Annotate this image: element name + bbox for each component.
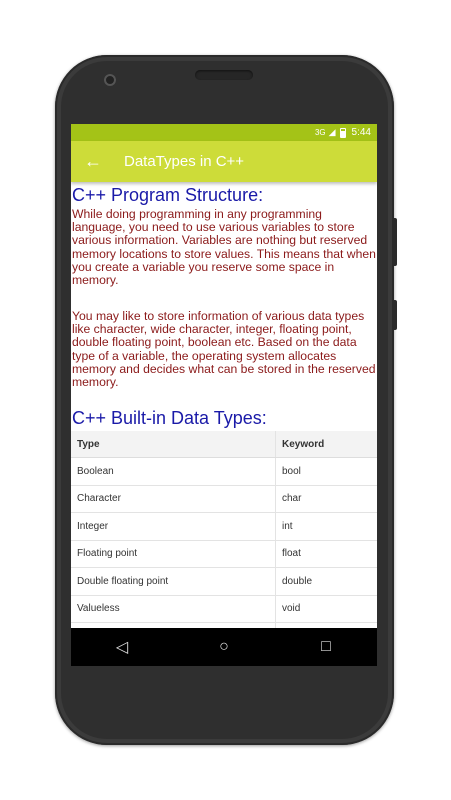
content-scroll[interactable] <box>71 182 377 628</box>
app-bar <box>71 141 377 182</box>
cell-keyword: char <box>276 485 378 513</box>
column-header-keyword: Keyword <box>276 431 378 458</box>
data-types-table <box>71 431 377 628</box>
front-camera <box>104 74 116 86</box>
table-row <box>71 485 377 513</box>
cell-keyword: float <box>276 540 378 568</box>
table-row <box>71 458 377 486</box>
earpiece-speaker <box>195 70 253 80</box>
cell-type: Valueless <box>71 595 276 623</box>
cell-type: Double floating point <box>71 568 276 596</box>
table-row <box>71 540 377 568</box>
page-title: DataTypes in C++ <box>124 153 245 170</box>
table-row <box>71 513 377 541</box>
table-header-row <box>71 431 377 458</box>
table-row <box>71 595 377 623</box>
network-indicator: 3G <box>314 128 326 137</box>
cell-keyword: int <box>276 513 378 541</box>
nav-back-icon[interactable]: ◁ <box>115 639 129 656</box>
cell-keyword: bool <box>276 458 378 486</box>
power-button <box>392 300 397 330</box>
arrow-left-icon[interactable]: ← <box>84 151 102 171</box>
table-row <box>71 568 377 596</box>
column-header-type: Type <box>71 431 276 458</box>
paragraph-variables: While doing programming in any programming language, you need to use various variables to store various information. Variables are nothing but reserved memory locations to store values. This means that when you create a variable you reserve some space in memory. <box>72 207 376 288</box>
status-bar <box>71 124 377 141</box>
cell-type: Character <box>71 485 276 513</box>
status-time: 5:44 <box>351 127 371 138</box>
section-title-program-structure: C++ Program Structure: <box>72 185 264 205</box>
cell-type: Integer <box>71 513 276 541</box>
cell-type: Floating point <box>71 540 276 568</box>
cell-keyword: double <box>276 568 378 596</box>
cell-type: Boolean <box>71 458 276 486</box>
system-nav-bar <box>71 628 377 666</box>
paragraph-data-types: You may like to store information of various data types like character, wide character, integer, floating point, double floating point, boolean etc. Based on the data type of a variable, the operating system allocates memory and decides what can be stored in the reserved memory. <box>72 309 376 390</box>
volume-button <box>392 218 397 266</box>
cell-keyword: void <box>276 595 378 623</box>
battery-icon <box>340 128 346 138</box>
device-screen <box>71 124 377 666</box>
nav-recents-icon[interactable]: □ <box>321 638 331 655</box>
section-title-built-in-types: C++ Built-in Data Types: <box>72 408 267 428</box>
signal-icon: ◢ <box>328 127 336 137</box>
nav-home-icon[interactable]: ○ <box>219 638 229 655</box>
